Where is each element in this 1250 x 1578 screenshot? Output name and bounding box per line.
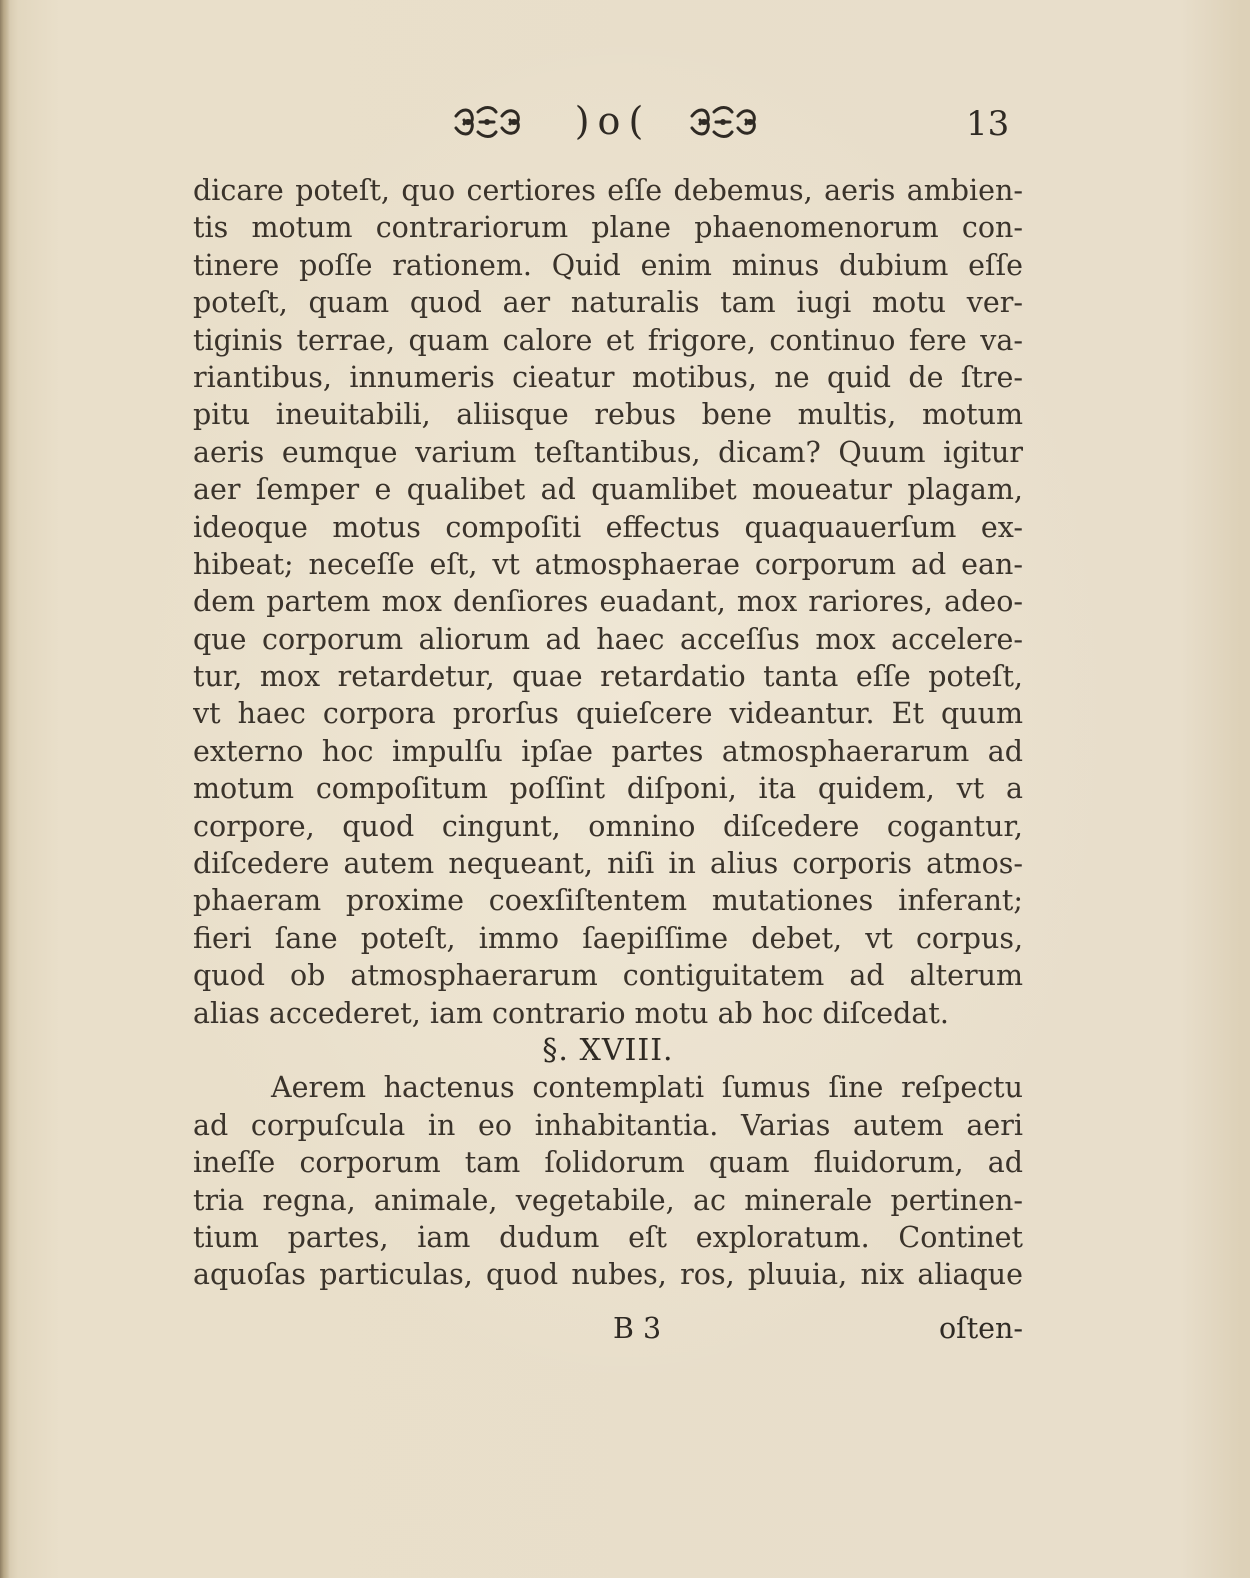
- text-line: alias accederet, iam contrario motu ab hoc diſcedat.: [193, 996, 949, 1030]
- text-line: corpore, quod cingunt, omnino diſcedere cogantur,: [193, 809, 1023, 843]
- text-line: externo hoc impulſu ipſae partes atmosphaerarum ad: [193, 734, 1023, 768]
- fleuron-ornament-right: [688, 104, 758, 140]
- text-line: aeris eumque varium teſtantibus, dicam? Quum igitur: [193, 435, 1023, 469]
- header-mark: )o(: [574, 99, 652, 143]
- text-line: Aerem hactenus contemplati ſumus ſine reſpectu: [271, 1071, 1023, 1105]
- page-number: 13: [966, 104, 1010, 144]
- text-line: quod ob atmosphaerarum contiguitatem ad alterum: [193, 959, 1023, 993]
- fleuron-ornament-left: [452, 104, 522, 140]
- text-line: tur, mox retardetur, quae retardatio tanta eſſe poteſt,: [193, 660, 1023, 694]
- text-line: tiginis terrae, quam calore et frigore, continuo fere va-: [193, 323, 1023, 357]
- text-line: tis motum contrariorum plane phaenomenorum con-: [193, 211, 1023, 245]
- running-header: [0, 98, 1250, 148]
- text-line: que corporum aliorum ad haec acceſſus mox accelere-: [193, 622, 1023, 656]
- text-line: diſcedere autem nequeant, niſi in alius corporis atmos-: [193, 847, 1023, 881]
- signature-mark: B 3: [613, 1312, 662, 1345]
- text-line: tinere poſſe rationem. Quid enim minus dubium eſſe: [193, 248, 1023, 282]
- text-line: vt haec corpora prorſus quieſcere videantur. Et quum: [193, 697, 1023, 731]
- catchword: oſten-: [938, 1312, 1023, 1345]
- text-line: dicare poteſt, quo certiores eſſe debemus, aeris ambien-: [193, 174, 1023, 207]
- text-line: aer ſemper e qualibet ad quamlibet moueatur plagam,: [193, 473, 1023, 507]
- text-line: poteſt, quam quod aer naturalis tam iugi motu ver-: [193, 286, 1023, 320]
- text-line: motum compoſitum poſſint diſponi, ita quidem, vt a: [193, 772, 1023, 806]
- text-line: riantibus, innumeris cieatur motibus, ne quid de ſtre-: [193, 360, 1023, 394]
- text-line: aquoſas particulas, quod nubes, ros, pluuia, nix aliaque: [193, 1258, 1023, 1292]
- text-line: ad corpuſcula in eo inhabitantia. Varias autem aeri: [193, 1108, 1023, 1142]
- text-line: ineſſe corporum tam ſolidorum quam fluidorum, ad: [193, 1146, 1023, 1180]
- text-line: pitu ineuitabili, aliisque rebus bene multis, motum: [193, 398, 1023, 432]
- text-line: tium partes, iam dudum eſt exploratum. Continet: [193, 1220, 1023, 1254]
- binding-shadow: [0, 0, 10, 1578]
- main-text: [193, 172, 1023, 1294]
- section-heading: §. XVIII.: [542, 1032, 674, 1068]
- text-line: hibeat; neceſſe eſt, vt atmosphaerae corporum ad ean-: [193, 547, 1023, 581]
- text-line: tria regna, animale, vegetabile, ac minerale pertinen-: [193, 1183, 1023, 1217]
- text-line: ideoque motus compoſiti effectus quaquauerſum ex-: [193, 510, 1023, 544]
- text-line: fieri ſane poteſt, immo ſaepiſſime debet, vt corpus,: [193, 921, 1023, 955]
- text-line: dem partem mox denſiores euadant, mox rariores, adeo-: [193, 585, 1023, 619]
- text-line: phaeram proxime coexſiſtentem mutationes inferant;: [193, 884, 1023, 918]
- page-footer: [193, 1309, 1023, 1349]
